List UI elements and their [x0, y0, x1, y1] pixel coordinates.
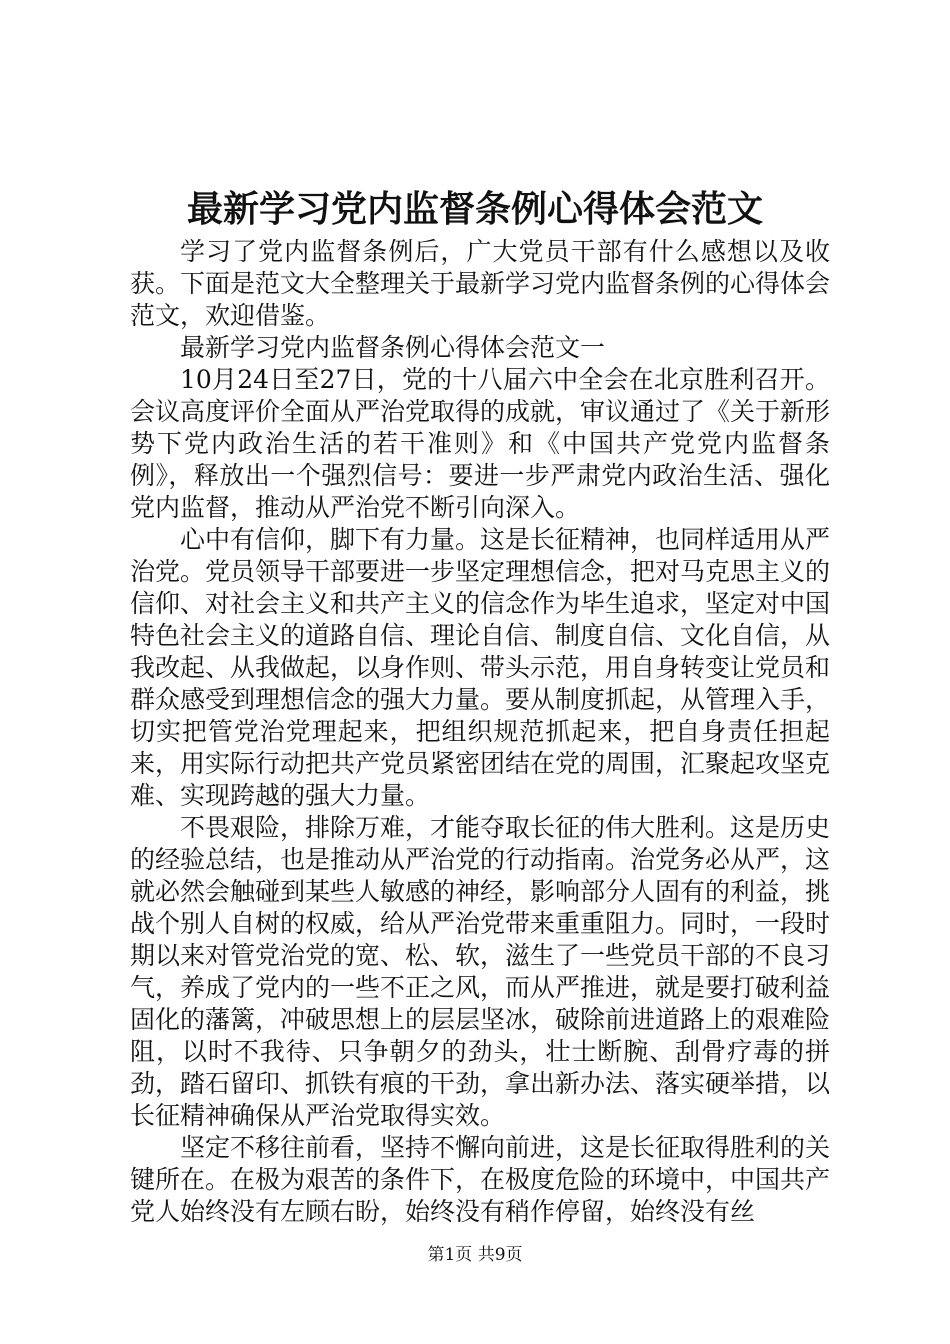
document-body	[130, 236, 830, 1228]
paragraph-faith: 心中有信仰，脚下有力量。这是长征精神，也同样适用从严治党。党员领导干部要进一步坚定理想信念，把对马克思主义的信仰、对社会主义和共产主义的信念作为毕生追求，坚定对中国特色社会主义的道路自信、理论自信、制度自信、文化自信，从我改起、从我做起，以身作则、带头示范，用自身转变让党员和群众感受到理想信念的强大力量。要从制度抓起，从管理入手，切实把管党治党理起来，把组织规范抓起来，把自身责任担起来，用实际行动把共产党员紧密团结在党的周围，汇聚起攻坚克难、实现跨越的强大力量。	[130, 525, 831, 810]
page-number-footer: 第1页 共9页	[427, 1245, 523, 1265]
document-title: 最新学习党内监督条例心得体会范文	[186, 188, 763, 230]
paragraph-intro: 学习了党内监督条例后，广大党员干部有什么感想以及收获。下面是范文大全整理关于最新学习党内监督条例的心得体会范文，欢迎借鉴。	[130, 237, 831, 330]
paragraph-hardship: 不畏艰险，排除万难，才能夺取长征的伟大胜利。这是历史的经验总结，也是推动从严治党的行动指南。治党务必从严，这就必然会触碰到某些人敏感的神经，影响部分人固有的利益，挑战个别人自树的权威，给从严治党带来重重阻力。同时，一段时期以来对管党治党的宽、松、软，滋生了一些党员干部的不良习气，养成了党内的一些不正之风，而从严推进，就是要打破利益固化的藩篱，冲破思想上的层层坚冰，破除前进道路上的艰难险阻，以时不我待、只争朝夕的劲头，壮士断腕、刮骨疗毒的拼劲，踏石留印、抓铁有痕的干劲，拿出新办法、落实硬举措，以长征精神确保从严治党取得实效。	[130, 813, 831, 1130]
paragraph-plenum: 10月24日至27日，党的十八届六中全会在北京胜利召开。会议高度评价全面从严治党取得的成就，审议通过了《关于新形势下党内政治生活的若干准则》和《中国共产党党内监督条例》，释放出一个强烈信号：要进一步严肃党内政治生活、强化党内监督，推动从严治党不断引向深入。	[130, 365, 831, 522]
paragraph-subheading: 最新学习党内监督条例心得体会范文一	[180, 333, 606, 362]
paragraph-persistence: 坚定不移往前看，坚持不懈向前进，这是长征取得胜利的关键所在。在极为艰苦的条件下，在极度危险的环境中，中国共产党人始终没有左顾右盼，始终没有稍作停留，始终没有丝	[130, 1133, 831, 1226]
